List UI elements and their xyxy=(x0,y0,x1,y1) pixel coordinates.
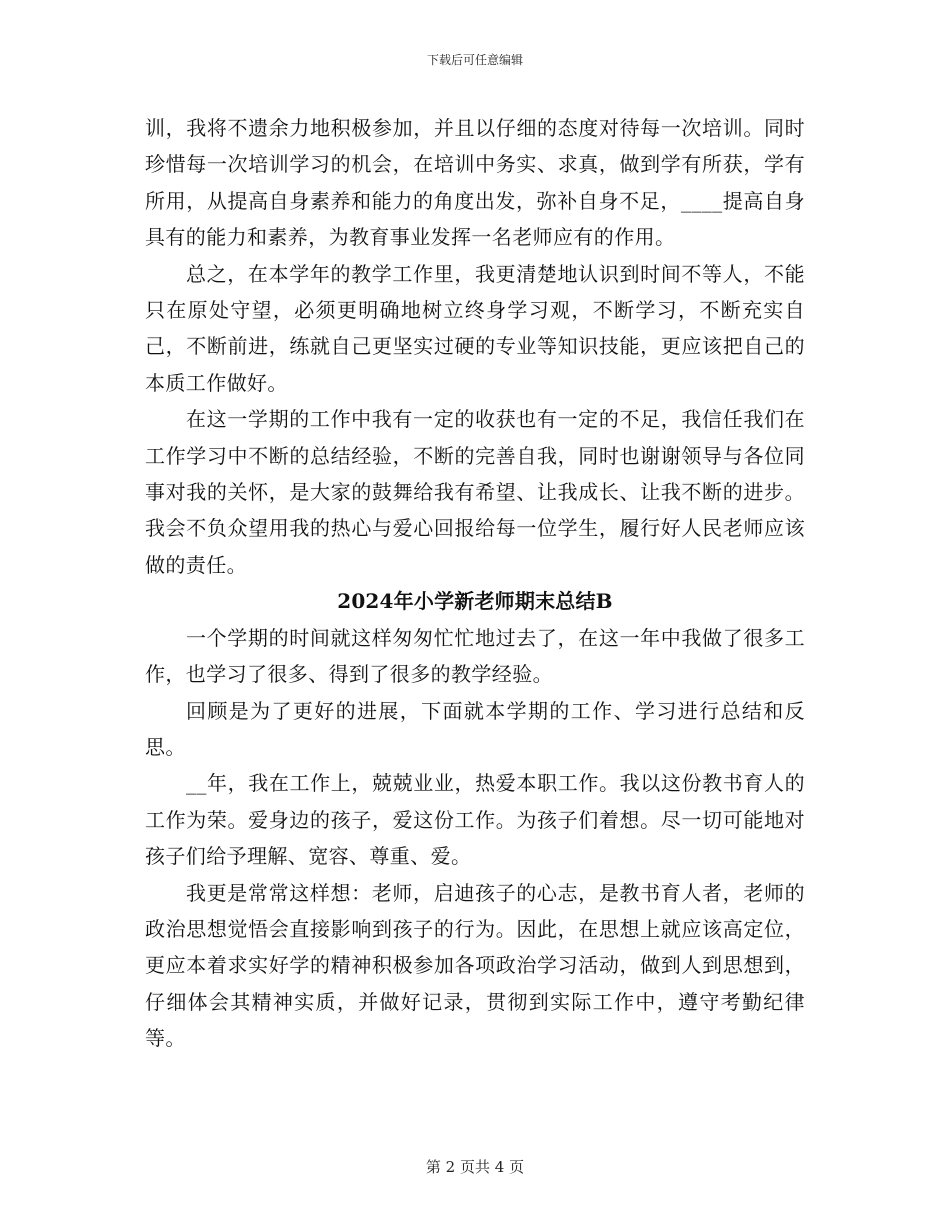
paragraph-intro: 一个学期的时间就这样匆匆忙忙地过去了，在这一年中我做了很多工作，也学习了很多、得到了很多的教学经验。 xyxy=(145,625,805,687)
paragraph-work-attitude: __年，我在工作上，兢兢业业，热爱本职工作。我以这份教书育人的工作为荣。爱身边的孩子，爱这份工作。为孩子们着想。尽一切可能地对孩子们给予理解、宽容、尊重、爱。 xyxy=(145,771,805,869)
paragraph-political-thought: 我更是常常这样想：老师，启迪孩子的心志，是教书育人者，老师的政治思想觉悟会直接影响到孩子的行为。因此，在思想上就应该高定位，更应本着求实好学的精神积极参加各项政治学习活动，做到人到思想到，仔细体会其精神实质，并做好记录，贯彻到实际工作中，遵守考勤纪律等。 xyxy=(145,880,805,1051)
paragraph-conclusion: 总之，在本学年的教学工作里，我更清楚地认识到时间不等人，不能只在原处守望，必须更明确地树立终身学习观，不断学习，不断充实自己，不断前进，练就自己更坚实过硬的专业等知识技能，更应该把自己的本质工作做好。 xyxy=(145,261,805,395)
section-title: 2024年小学新老师期末总结B xyxy=(337,589,613,614)
paragraph-gains: 在这一学期的工作中我有一定的收获也有一定的不足，我信任我们在工作学习中不断的总结经验，不断的完善自我，同时也谢谢领导与各位同事对我的关怀，是大家的鼓舞给我有希望、让我成长、让我不断的进步。我会不负众望用我的热心与爱心回报给每一位学生，履行好人民老师应该做的责任。 xyxy=(145,407,805,577)
document-body xyxy=(145,110,805,1057)
paragraph-review: 回顾是为了更好的进展，下面就本学期的工作、学习进行总结和反思。 xyxy=(145,698,805,759)
paragraph-continuation: 训，我将不遗余力地积极参加，并且以仔细的态度对待每一次培训。同时珍惜每一次培训学习的机会，在培训中务实、求真，做到学有所获，学有所用，从提高自身素养和能力的角度出发，弥补自身不足，____提高自身具有的能力和素养，为教育事业发挥一名老师应有的作用。 xyxy=(145,116,805,250)
page-footer: 第 2 页共 4 页 xyxy=(425,1158,525,1176)
page-header: 下载后可任意编辑 xyxy=(426,53,523,67)
